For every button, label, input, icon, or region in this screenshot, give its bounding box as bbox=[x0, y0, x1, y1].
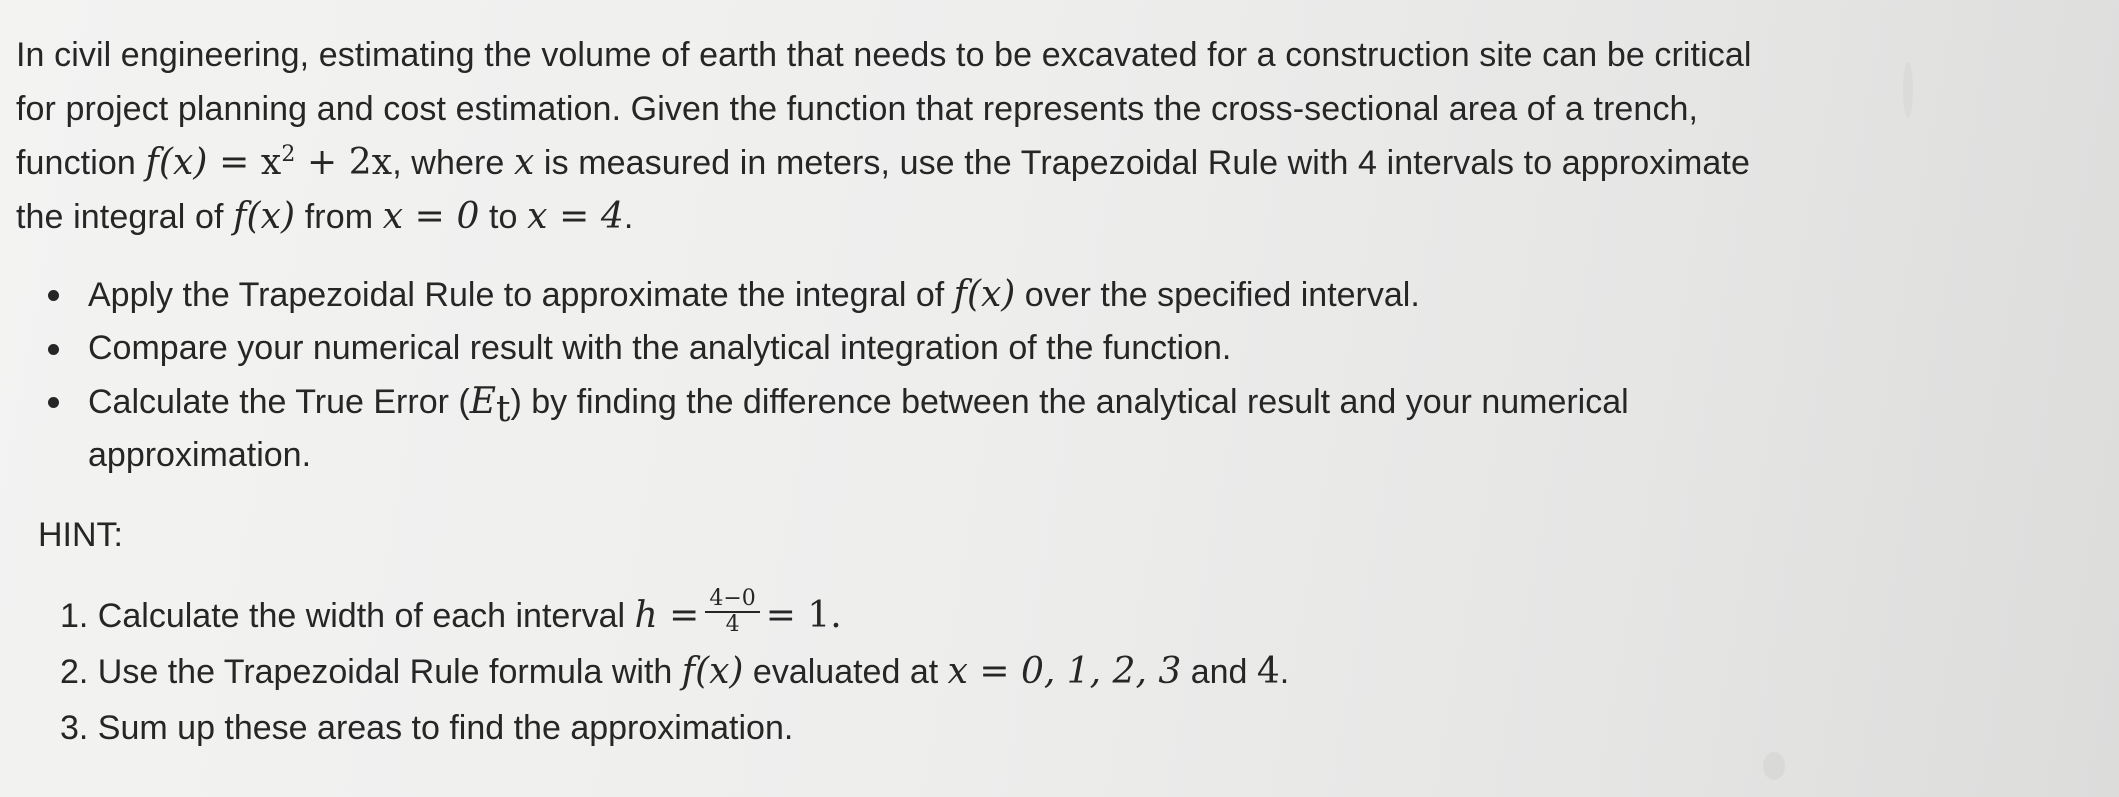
bullet-icon bbox=[48, 344, 59, 355]
task-item: Compare your numerical result with the analytical integration of the function. bbox=[48, 322, 1768, 375]
upper-bound: x = 4 bbox=[527, 196, 624, 237]
problem-statement bbox=[16, 28, 1796, 244]
variable-x: x bbox=[513, 142, 535, 183]
intro-paragraph: In civil engineering, estimating the volume of earth that needs to be excavated for a construction site can be critical for project planning and cost estimation. Given the function that represents the cross-sectional area of a trench, function $f(x) = x^2 + 2x$, where x is measured in meters, use the Trapezoidal Rule with 4 intervals to approximate the integral of f(x) from x = 0 to x = 4. bbox=[16, 36, 1752, 237]
bullet-icon bbox=[48, 290, 59, 301]
hint-step: 1. Calculate the width of each interval h = $\frac{4-0}{4}$ = 1. bbox=[60, 586, 842, 638]
lower-bound: x = 0 bbox=[382, 196, 480, 237]
smudge-mark bbox=[1903, 62, 1913, 118]
hint-heading: HINT: bbox=[38, 516, 123, 554]
task-item: Apply the Trapezoidal Rule to approximate the integral of f(x) over the specified interval. bbox=[48, 268, 1768, 322]
hint-step: 2. Use the Trapezoidal Rule formula with f(x) evaluated at x = 0, 1, 2, 3 and 4. bbox=[60, 651, 1290, 692]
hint-step: 3. Sum up these areas to find the approximation. bbox=[60, 709, 794, 747]
hint-steps bbox=[60, 588, 1760, 756]
smudge-mark bbox=[1763, 752, 1785, 780]
interval-fraction: $\frac{4-0}{4}$ bbox=[705, 587, 759, 637]
task-item: Calculate the True Error $(E_t)$ by finding the difference between the analytical result and your numerical approximation. bbox=[48, 375, 1768, 482]
bullet-icon bbox=[48, 397, 59, 408]
task-list bbox=[48, 268, 1768, 482]
function-definition: $f(x) = x^2 + 2x$ bbox=[145, 142, 393, 183]
function-ref: f(x) bbox=[233, 196, 296, 237]
